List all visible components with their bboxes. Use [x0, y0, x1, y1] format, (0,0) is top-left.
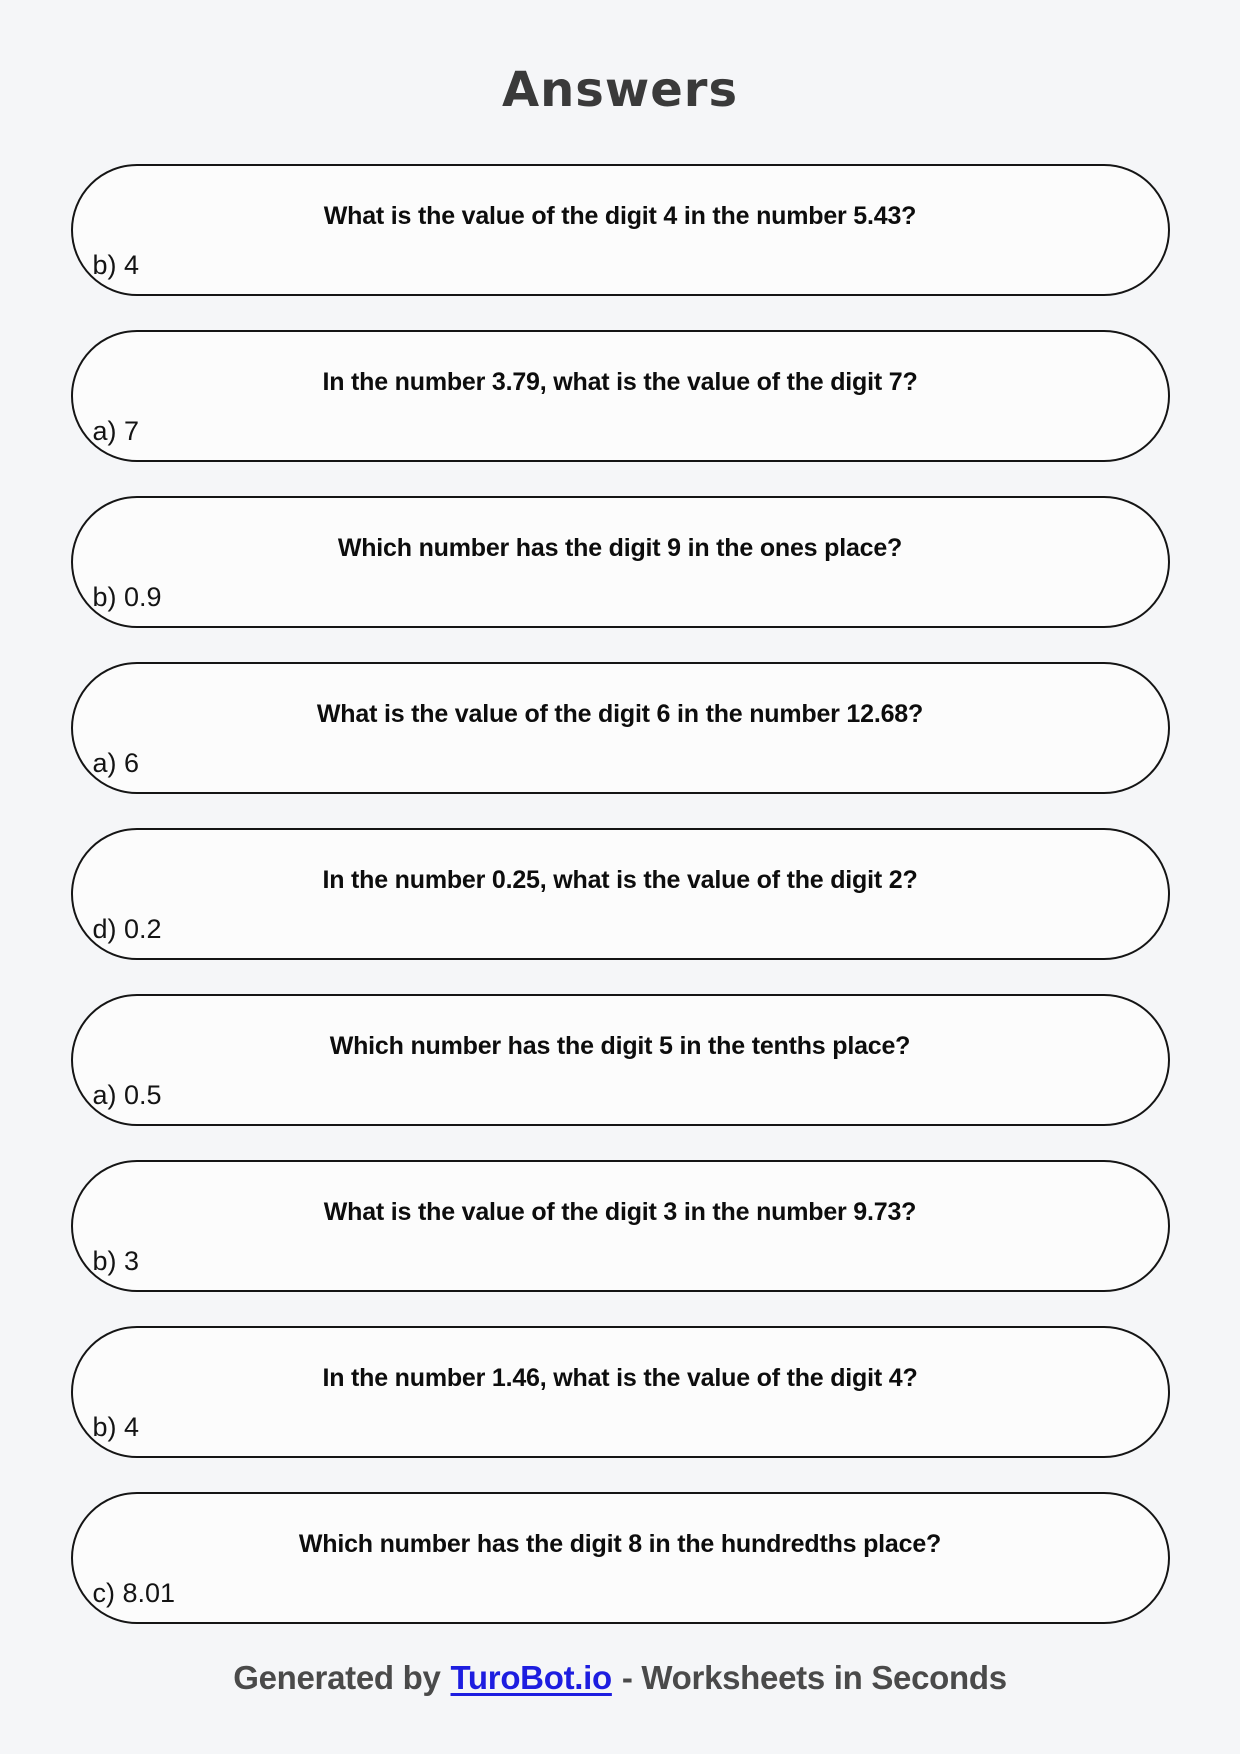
answer-text: b) 4	[92, 1412, 140, 1442]
question-text: In the number 1.46, what is the value of the digit 4?	[322, 1364, 918, 1392]
answer-card	[71, 164, 1170, 296]
question-text: Which number has the digit 5 in the tenths place?	[329, 1032, 911, 1060]
answer-text: a) 6	[92, 748, 140, 778]
answer-text: b) 4	[92, 250, 140, 280]
answer-card	[71, 1326, 1170, 1458]
question-text: What is the value of the digit 3 in the number 9.73?	[323, 1198, 917, 1226]
footer-tagline-text: - Worksheets in Seconds	[621, 1659, 1007, 1696]
answer-card	[71, 1160, 1170, 1292]
answer-text: a) 0.5	[92, 1080, 162, 1110]
answer-card	[71, 1492, 1170, 1624]
answer-card	[71, 496, 1170, 628]
answer-card	[71, 828, 1170, 960]
answer-card	[71, 994, 1170, 1126]
question-text: In the number 0.25, what is the value of the digit 2?	[322, 866, 918, 894]
question-text: What is the value of the digit 4 in the number 5.43?	[323, 202, 917, 230]
answer-text: d) 0.2	[92, 914, 162, 944]
answer-card	[71, 330, 1170, 462]
question-text: In the number 3.79, what is the value of the digit 7?	[322, 368, 918, 396]
answer-card	[71, 662, 1170, 794]
turobot-link[interactable]: TuroBot.io	[450, 1659, 612, 1696]
question-text: What is the value of the digit 6 in the number 12.68?	[316, 700, 924, 728]
footer	[0, 1658, 1240, 1698]
answer-card-list	[0, 164, 1240, 1624]
answer-text: a) 7	[92, 416, 140, 446]
footer-generated-by-text: Generated by	[233, 1659, 441, 1696]
question-text: Which number has the digit 9 in the ones place?	[337, 534, 903, 562]
question-text: Which number has the digit 8 in the hundredths place?	[298, 1530, 942, 1558]
answer-text: c) 8.01	[92, 1578, 176, 1608]
page-title: Answers	[501, 62, 739, 118]
answer-text: b) 0.9	[92, 582, 162, 612]
answer-text: b) 3	[92, 1246, 140, 1276]
